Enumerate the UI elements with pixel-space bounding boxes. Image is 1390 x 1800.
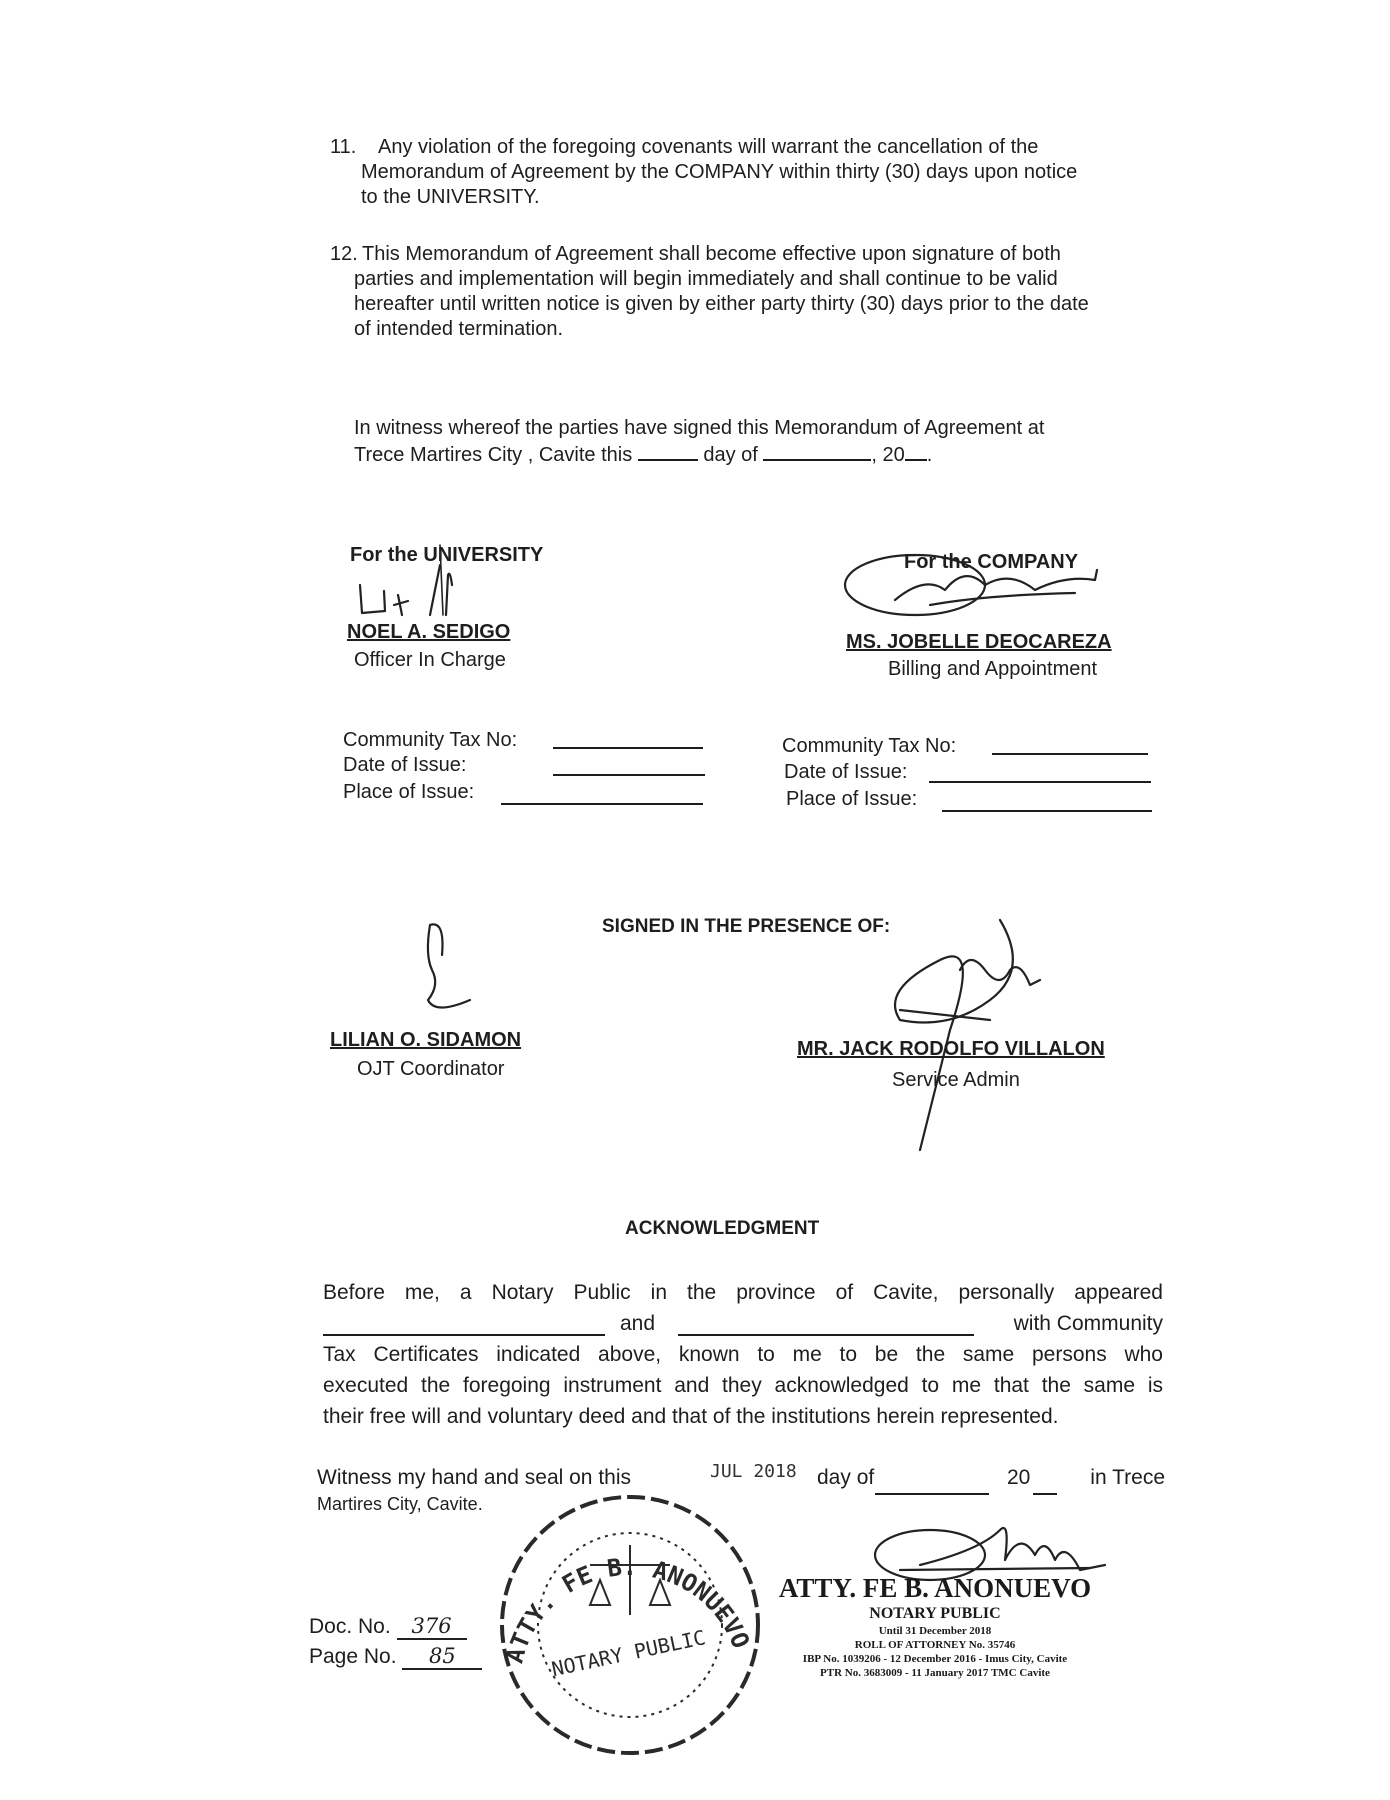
witness-period: . (926, 444, 933, 466)
university-ctn-label: Community Tax No: (343, 729, 518, 751)
clause-11 (330, 135, 1170, 210)
seal-line-year: 20 (1007, 1466, 1031, 1489)
clause-11-line2: Memorandum of Agreement by the COMPANY within thirty (30) days upon notice (361, 161, 1078, 183)
clause-11-number: 11. (330, 136, 357, 158)
university-signatory-title: Officer In Charge (354, 649, 506, 671)
stamp-date: JUL 2018 (710, 1461, 797, 1482)
seal-line-2: Martires City, Cavite. (317, 1494, 483, 1514)
doc-number-field (309, 1614, 467, 1640)
clause-12-line4: of intended termination. (354, 318, 564, 340)
university-signatory-name: NOEL A. SEDIGO (347, 621, 511, 643)
presence-heading: SIGNED IN THE PRESENCE OF: (602, 916, 891, 937)
clause-11-line1: Any violation of the foregoing covenants will warrant the cancellation of the (378, 136, 1039, 158)
seal-line-a: Witness my hand and seal on this (317, 1466, 631, 1489)
witness-line2 (354, 441, 1174, 468)
company-ctn-blank (992, 753, 1148, 755)
seal-year-blank (1033, 1475, 1057, 1495)
ack-second-person-blank (678, 1316, 974, 1336)
notary-title: NOTARY PUBLIC (869, 1605, 1001, 1622)
seal-line-day-of: day of (817, 1466, 875, 1489)
ack-first-person-blank (323, 1316, 605, 1336)
witness-line1: In witness whereof the parties have signed this Memorandum of Agreement at (354, 417, 1045, 439)
company-doi-label: Date of Issue: (784, 761, 908, 783)
university-community-tax-field (343, 727, 517, 753)
witness-paragraph (354, 415, 1174, 468)
witness-left-name: LILIAN O. SIDAMON (330, 1029, 522, 1051)
page-number-field (309, 1644, 482, 1670)
notary-name: ATTY. FE B. ANONUEVO (778, 1573, 1092, 1603)
clause-11-line3: to the UNIVERSITY. (361, 186, 540, 208)
ack-with-community: with Community (1013, 1312, 1163, 1335)
doc-number-label: Doc. No. (309, 1615, 391, 1638)
witness-left-title: OJT Coordinator (357, 1058, 505, 1080)
acknowledgment-heading: ACKNOWLEDGMENT (625, 1218, 820, 1239)
witness-day-of: day of (703, 444, 758, 466)
notary-roll: ROLL OF ATTORNEY No. 35746 (854, 1639, 1016, 1651)
ack-line3: Tax Certificates indicated above, known to me to be the same persons who (323, 1343, 1163, 1366)
seal-ring-text: ATTY. FE B. ANONUEVO (500, 1552, 755, 1666)
university-place-of-issue-field (343, 779, 474, 805)
company-place-of-issue-field (786, 786, 917, 812)
witness-day-blank (638, 441, 698, 461)
witness-year-blank (905, 441, 927, 461)
ack-line2 (323, 1308, 1163, 1339)
witness-right-signature-icon (860, 910, 1080, 1160)
seal-line-trece: in Trece (1090, 1466, 1165, 1489)
clause-12 (330, 242, 1170, 342)
witness-place: Trece Martires City , Cavite this (354, 444, 633, 466)
seal-center-text: NOTARY PUBLIC (549, 1625, 708, 1682)
clause-12-line2: parties and implementation will begin immediately and shall continue to be valid (354, 268, 1058, 290)
notary-ibp: IBP No. 1039206 - 12 December 2016 - Imus City, Cavite (802, 1653, 1068, 1665)
page-number-label: Page No. (309, 1645, 397, 1668)
notary-until: Until 31 December 2018 (878, 1625, 992, 1637)
company-date-of-issue-field (784, 759, 907, 785)
witness-left-signature-icon (410, 915, 490, 1025)
company-community-tax-field (782, 733, 956, 759)
ack-line1: Before me, a Notary Public in the province of Cavite, personally appeared (323, 1281, 1163, 1304)
notary-block (770, 1572, 1100, 1680)
clause-12-line1: This Memorandum of Agreement shall become effective upon signature of both (362, 243, 1061, 265)
company-ctn-label: Community Tax No: (782, 735, 957, 757)
university-doi-blank (553, 774, 705, 776)
doc-number-value: 376 (397, 1614, 467, 1640)
university-poi-label: Place of Issue: (343, 781, 475, 803)
witness-right-title: Service Admin (892, 1069, 1020, 1091)
company-signatory-title: Billing and Appointment (888, 658, 1098, 680)
seal-month-blank (875, 1475, 989, 1495)
witness-right-name: MR. JACK RODOLFO VILLALON (797, 1038, 1105, 1060)
university-date-of-issue-field (343, 752, 466, 778)
company-poi-label: Place of Issue: (786, 788, 918, 810)
clause-12-line3: hereafter until written notice is given by either party thirty (30) days prior to the date (354, 293, 1089, 315)
witness-year-prefix: , 20 (871, 444, 905, 466)
witness-month-blank (763, 441, 871, 461)
university-header: For the UNIVERSITY (350, 544, 544, 566)
page-number-value: 85 (402, 1644, 482, 1670)
ack-and: and (620, 1312, 656, 1335)
notary-seal-icon (490, 1485, 760, 1715)
company-poi-blank (942, 810, 1152, 812)
notary-ptr: PTR No. 3683009 - 11 January 2017 TMC Cavite (820, 1667, 1050, 1679)
ack-line4: executed the foregoing instrument and they acknowledged to me that the same is (323, 1374, 1163, 1397)
company-signatory-name: MS. JOBELLE DEOCAREZA (846, 631, 1112, 653)
ack-line5: their free will and voluntary deed and that of the institutions herein represented. (323, 1405, 1059, 1428)
clause-12-number: 12. (330, 243, 358, 265)
university-poi-blank (501, 803, 703, 805)
company-doi-blank (929, 781, 1151, 783)
university-ctn-blank (553, 747, 703, 749)
university-doi-label: Date of Issue: (343, 754, 467, 776)
acknowledgment-body (323, 1277, 1163, 1432)
company-header: For the COMPANY (904, 551, 1079, 573)
